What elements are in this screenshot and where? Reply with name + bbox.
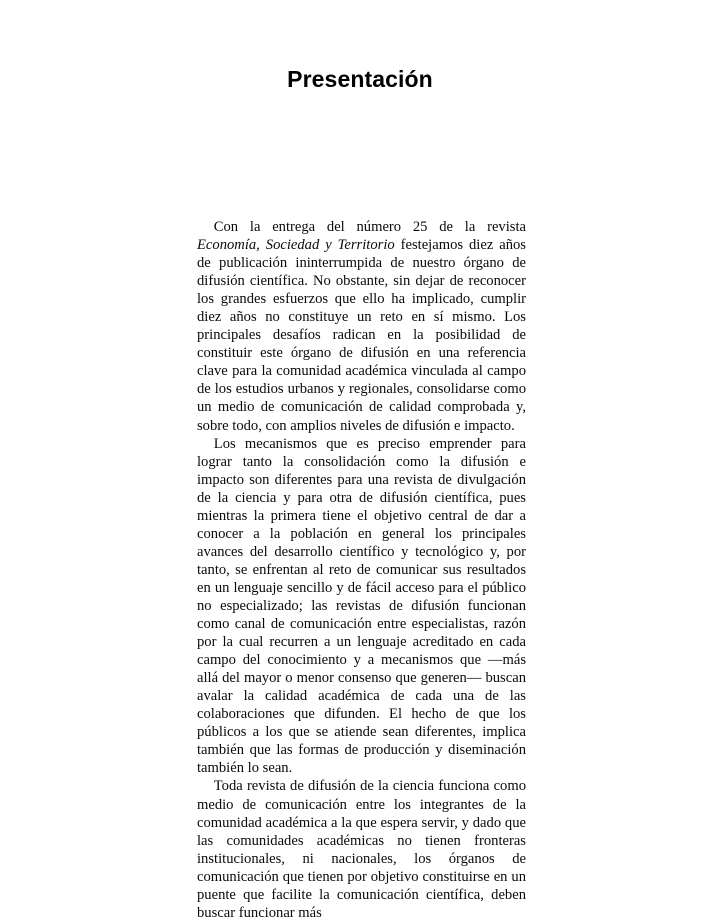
paragraph-1 [197, 218, 526, 435]
page-title: Presentación [287, 66, 433, 93]
text-run: Con la entrega del número 25 de la revista [213, 219, 526, 235]
body-text-column [197, 218, 526, 922]
text-run: festejamos diez años de publicación ininterrumpida de nuestro órgano de difusión científica. No obstante, sin dejar de reconocer los grandes esfuerzos que ello ha implicado, cumplir diez años no constituye un reto en sí mismo. Los principales desafíos radican en la posibilidad de constituir este órgano de difusión en una referencia clave para la comunidad académica vinculada al campo de los estudios urbanos y regionales, consolidarse como un medio de comunicación de calidad comprobada y, sobre todo, con amplios niveles de difusión e impacto. [197, 237, 526, 434]
text-run: Los mecanismos que es preciso emprender para lograr tanto la consolidación como la difusión e impacto son diferentes para una revista de divulgación de la ciencia y para otra de difusión científica, pues mientras la primera tiene el objetivo central de dar a conocer a la población en general los principales avances del desarrollo científico y tecnológico y, por tanto, se enfrentan al reto de comunicar sus resultados en un lenguaje sencillo y de fácil acceso para el público no especializado; las revistas de difusión funcionan como canal de comunicación entre especialistas, razón por la cual recurren a un lenguaje acreditado en cada campo del conocimiento y a mecanismos que —más allá del mayor o menor consenso que generen— buscan avalar la calidad académica de cada una de las colaboraciones que difunden. El hecho de que los públicos a los que se atiende sean diferentes, implica también que las formas de producción y diseminación también lo sean. [197, 435, 526, 777]
text-run: Toda revista de difusión de la ciencia funciona como medio de comunicación entre los integrantes de la comunidad académica a la que espera servir, y dado que las comunidades académicas no tienen fronteras institucionales, ni nacionales, los órganos de comunicación que tienen por objetivo constituirse en un puente que facilite la comunicación científica, deben buscar funcionar más [197, 778, 526, 921]
paragraph-2 [197, 435, 526, 778]
paragraph-3 [197, 777, 526, 921]
italic-journal-title: Economía, Sociedad y Territorio [197, 237, 395, 254]
